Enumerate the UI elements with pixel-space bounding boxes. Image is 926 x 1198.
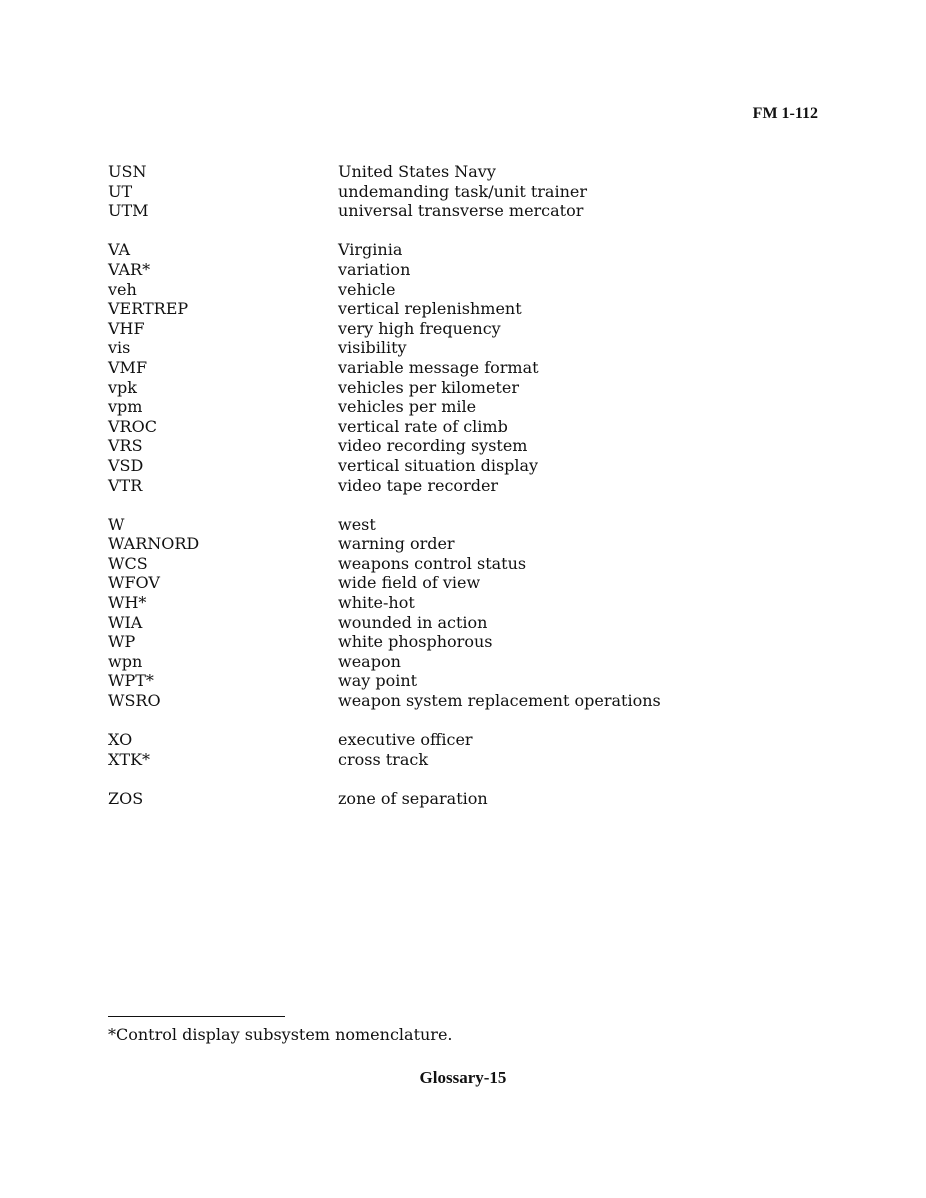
page-number: Glossary-15 xyxy=(419,1068,507,1087)
glossary-term: veh xyxy=(108,279,137,299)
glossary-definition: United States Navy xyxy=(338,162,496,181)
glossary-definition: universal transverse mercator xyxy=(338,201,584,221)
glossary-definition: executive officer xyxy=(338,730,473,750)
glossary-definition: wounded in action xyxy=(338,612,488,632)
glossary-term: WPT* xyxy=(108,671,154,691)
glossary-definition: zone of separation xyxy=(338,789,488,808)
glossary-term: UT xyxy=(108,181,133,201)
glossary-definition: white phosphorous xyxy=(338,632,493,652)
glossary-entry xyxy=(108,436,808,456)
footnote: *Control display subsystem nomenclature. xyxy=(108,1025,453,1044)
glossary-term: WCS xyxy=(108,553,148,573)
glossary-entry xyxy=(108,534,808,554)
glossary-term: VAR* xyxy=(108,259,151,279)
glossary-term: VHF xyxy=(108,318,145,338)
glossary-definition: vertical situation display xyxy=(338,455,539,475)
glossary-term: VERTREP xyxy=(108,299,189,319)
glossary-entry xyxy=(108,182,808,202)
glossary-term: WARNORD xyxy=(108,534,200,554)
glossary-term: WP xyxy=(108,632,136,652)
glossary-entry xyxy=(108,417,808,437)
glossary-definition: wide field of view xyxy=(338,573,481,593)
glossary-group xyxy=(108,240,808,495)
glossary-definition: Virginia xyxy=(338,240,403,260)
glossary-group xyxy=(108,162,808,221)
glossary-entry xyxy=(108,750,808,770)
glossary-term: WH* xyxy=(108,593,147,613)
glossary-entry xyxy=(108,260,808,280)
glossary-entry xyxy=(108,338,808,358)
glossary-term: XTK* xyxy=(108,749,151,769)
glossary-definition: vehicle xyxy=(338,279,396,299)
glossary-definition: video tape recorder xyxy=(338,475,499,495)
glossary-definition: vehicles per mile xyxy=(338,397,477,417)
glossary-term: VROC xyxy=(108,416,157,436)
glossary-term: vis xyxy=(108,338,131,358)
glossary-entry xyxy=(108,730,808,750)
glossary-term: UTM xyxy=(108,201,149,221)
glossary-term: USN xyxy=(108,162,147,181)
glossary-definition: weapon xyxy=(338,651,401,671)
glossary-entry xyxy=(108,476,808,496)
glossary-entry xyxy=(108,652,808,672)
glossary-entry xyxy=(108,299,808,319)
glossary-definition: visibility xyxy=(338,338,407,358)
glossary-entry xyxy=(108,613,808,633)
glossary-definition: warning order xyxy=(338,534,455,554)
glossary-term: WSRO xyxy=(108,691,161,711)
glossary-definition: variation xyxy=(338,259,411,279)
glossary-term: VSD xyxy=(108,455,144,475)
glossary-definition: way point xyxy=(338,671,418,691)
glossary-group xyxy=(108,730,808,769)
glossary-entry xyxy=(108,162,808,182)
glossary-term: WIA xyxy=(108,612,143,632)
glossary-entry xyxy=(108,573,808,593)
glossary-definition: cross track xyxy=(338,749,429,769)
glossary-group xyxy=(108,789,808,809)
glossary-entry xyxy=(108,378,808,398)
glossary-entry xyxy=(108,789,808,809)
glossary-definition: vehicles per kilometer xyxy=(338,377,519,397)
glossary-definition: video recording system xyxy=(338,436,528,456)
glossary-definition: vertical replenishment xyxy=(338,299,522,319)
glossary-definition: vertical rate of climb xyxy=(338,416,508,436)
glossary-entry xyxy=(108,280,808,300)
glossary-entry xyxy=(108,358,808,378)
glossary-entry xyxy=(108,319,808,339)
glossary-term: VTR xyxy=(108,475,143,495)
glossary-term: wpn xyxy=(108,651,143,671)
glossary-entry xyxy=(108,691,808,711)
glossary-term: VMF xyxy=(108,357,148,377)
glossary-definition: white-hot xyxy=(338,593,415,613)
glossary-definition: weapons control status xyxy=(338,553,527,573)
glossary-entry xyxy=(108,554,808,574)
glossary-definition: very high frequency xyxy=(338,318,501,338)
glossary-definition: variable message format xyxy=(338,357,539,377)
glossary-entry xyxy=(108,632,808,652)
glossary-entry xyxy=(108,671,808,691)
document-id: FM 1-112 xyxy=(752,105,818,122)
glossary-term: VA xyxy=(108,240,131,260)
glossary-entry xyxy=(108,397,808,417)
glossary-term: VRS xyxy=(108,436,143,456)
glossary-definition: west xyxy=(338,514,376,534)
glossary-entry xyxy=(108,515,808,535)
glossary-entry xyxy=(108,240,808,260)
glossary-term: vpm xyxy=(108,397,143,417)
glossary-entry xyxy=(108,593,808,613)
glossary-term: ZOS xyxy=(108,789,144,808)
glossary-definition: undemanding task/unit trainer xyxy=(338,181,587,201)
glossary-definition: weapon system replacement operations xyxy=(338,691,661,711)
glossary-entry xyxy=(108,456,808,476)
glossary-term: XO xyxy=(108,730,133,750)
glossary-group xyxy=(108,515,808,711)
glossary-term: vpk xyxy=(108,377,137,397)
glossary-list xyxy=(108,162,808,809)
glossary-term: WFOV xyxy=(108,573,160,593)
glossary-entry xyxy=(108,201,808,221)
glossary-term: W xyxy=(108,514,125,534)
footnote-divider xyxy=(108,1016,285,1017)
